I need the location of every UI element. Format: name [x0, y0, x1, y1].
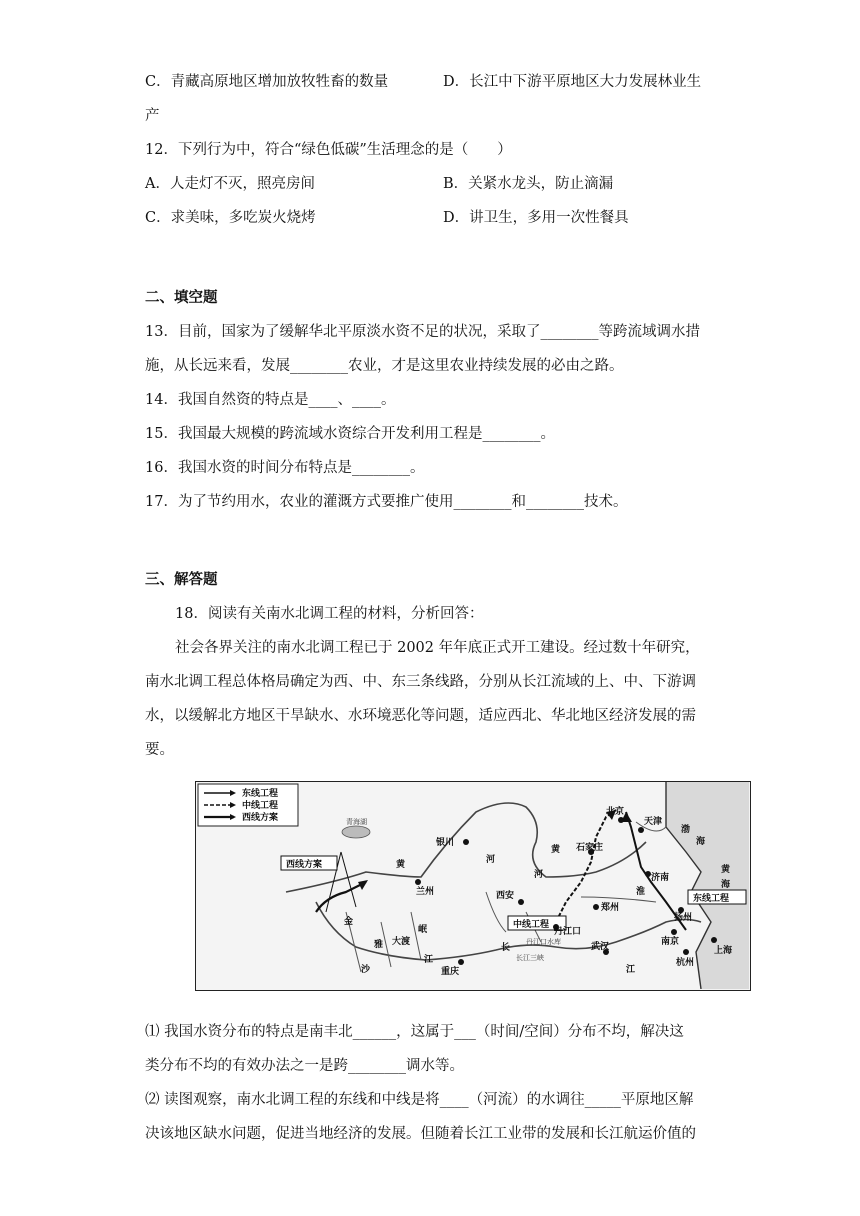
label-huanghai: 黄 — [721, 865, 731, 875]
label-danjiang-reservoir: 丹江口水库 — [526, 938, 561, 946]
label-sha: 沙 — [361, 965, 371, 975]
city-lanzhou: 兰州 — [416, 887, 435, 897]
label-jiang2: 江 — [424, 955, 434, 965]
subquestion-2-line2: 决该地区缺水问题，促进当地经济的发展。但随着长江工业带的发展和长江航运价值的 — [145, 1126, 696, 1142]
city-jinan: 济南 — [651, 873, 670, 883]
subquestion-2-line1: ⑵ 读图观察，南水北调工程的东线和中线是将____（河流）的水调往_____平原地区解 — [145, 1092, 694, 1108]
question-13-line2: 施，从长远来看，发展________农业，才是这里农业持续发展的必由之路。 — [145, 358, 624, 374]
box-middle: 中线工程 — [513, 920, 550, 930]
question-18: 18．阅读有关南水北调工程的材料，分析回答： — [175, 606, 484, 622]
passage-line3: 水，以缓解北方地区干旱缺水、水环境恶化等问题，适应西北、华北地区经济发展的需 — [145, 708, 696, 724]
passage-line4: 要。 — [145, 742, 174, 758]
question-12: 12．下列行为中，符合“绿色低碳”生活理念的是（ ） — [145, 142, 512, 158]
label-yalong: 雅 — [374, 940, 384, 950]
label-he2: 河 — [534, 870, 544, 880]
label-bohai: 渤 — [681, 825, 691, 835]
city-chongqing: 重庆 — [441, 967, 460, 977]
city-zhengzhou: 郑州 — [601, 903, 620, 913]
label-jiang: 江 — [626, 965, 636, 975]
label-jin: 金 — [344, 917, 354, 927]
label-dadu: 大渡 — [392, 937, 411, 947]
city-shanghai: 上海 — [714, 946, 733, 956]
box-east: 东线工程 — [693, 894, 730, 904]
box-west: 西线方案 — [286, 860, 323, 870]
south-north-water-map — [195, 781, 751, 991]
question-15: 15．我国最大规模的跨流域水资综合开发利用工程是________。 — [145, 426, 555, 442]
option-11d: D．长江中下游平原地区大力发展林业生 — [443, 74, 702, 90]
city-yangzhou: 扬州 — [674, 913, 693, 923]
label-min: 岷 — [418, 925, 428, 935]
city-nanjing: 南京 — [661, 937, 680, 947]
question-13-line1: 13．目前，国家为了缓解华北平原淡水资不足的状况，采取了________等跨流域调水措 — [145, 324, 700, 340]
city-shijiazhuang: 石家庄 — [576, 843, 604, 853]
label-qinghai-lake: 青海湖 — [346, 818, 367, 826]
section-fill-blank: 二、填空题 — [145, 290, 218, 306]
question-16: 16．我国水资的时间分布特点是________。 — [145, 460, 425, 476]
label-huai: 淮 — [636, 887, 646, 897]
label-huang1: 黄 — [396, 860, 406, 870]
question-14: 14．我国自然资的特点是____、____。 — [145, 392, 396, 408]
option-12a: A．人走灯不灭，照亮房间 — [145, 176, 315, 192]
passage-line1: 社会各界关注的南水北调工程已于 2002 年年底正式开工建设。经过数十年研究， — [175, 640, 700, 656]
city-hangzhou: 杭州 — [676, 958, 695, 968]
city-tianjin: 天津 — [644, 817, 663, 827]
city-danjiangkou: 丹江口 — [554, 927, 582, 937]
city-xian: 西安 — [496, 891, 515, 901]
section-answer: 三、解答题 — [145, 572, 218, 588]
label-hai2: 海 — [721, 880, 731, 890]
option-12d: D．讲卫生，多用一次性餐具 — [443, 210, 629, 226]
legend-west: 西线方案 — [242, 813, 279, 823]
city-yinchuan: 银川 — [436, 838, 455, 848]
option-12c: C．求美味，多吃炭火烧烤 — [145, 210, 316, 226]
question-17: 17．为了节约用水，农业的灌溉方式要推广使用________和________技术。 — [145, 494, 628, 510]
option-12b: B．关紧水龙头，防止滴漏 — [443, 176, 614, 192]
passage-line2: 南水北调工程总体格局确定为西、中、东三条线路，分别从长江流域的上、中、下游调 — [145, 674, 696, 690]
option-11d-wrap: 产 — [145, 108, 160, 124]
option-11c: C．青藏高原地区增加放牧牲畜的数量 — [145, 74, 389, 90]
legend-middle: 中线工程 — [242, 801, 279, 811]
label-chang: 长 — [501, 943, 511, 953]
label-he1: 河 — [486, 855, 496, 865]
legend-east: 东线工程 — [242, 789, 279, 799]
label-huang2: 黄 — [551, 845, 561, 855]
subquestion-1-line2: 类分布不均的有效办法之一是跨________调水等。 — [145, 1058, 464, 1074]
label-sanxia: 长江三峡 — [516, 954, 544, 962]
city-wuhan: 武汉 — [591, 942, 610, 952]
subquestion-1-line1: ⑴ 我国水资分布的特点是南丰北______，这属于___（时间/空间）分布不均，解决这 — [145, 1024, 684, 1040]
city-beijing: 北京 — [606, 807, 625, 817]
label-hai: 海 — [696, 837, 706, 847]
